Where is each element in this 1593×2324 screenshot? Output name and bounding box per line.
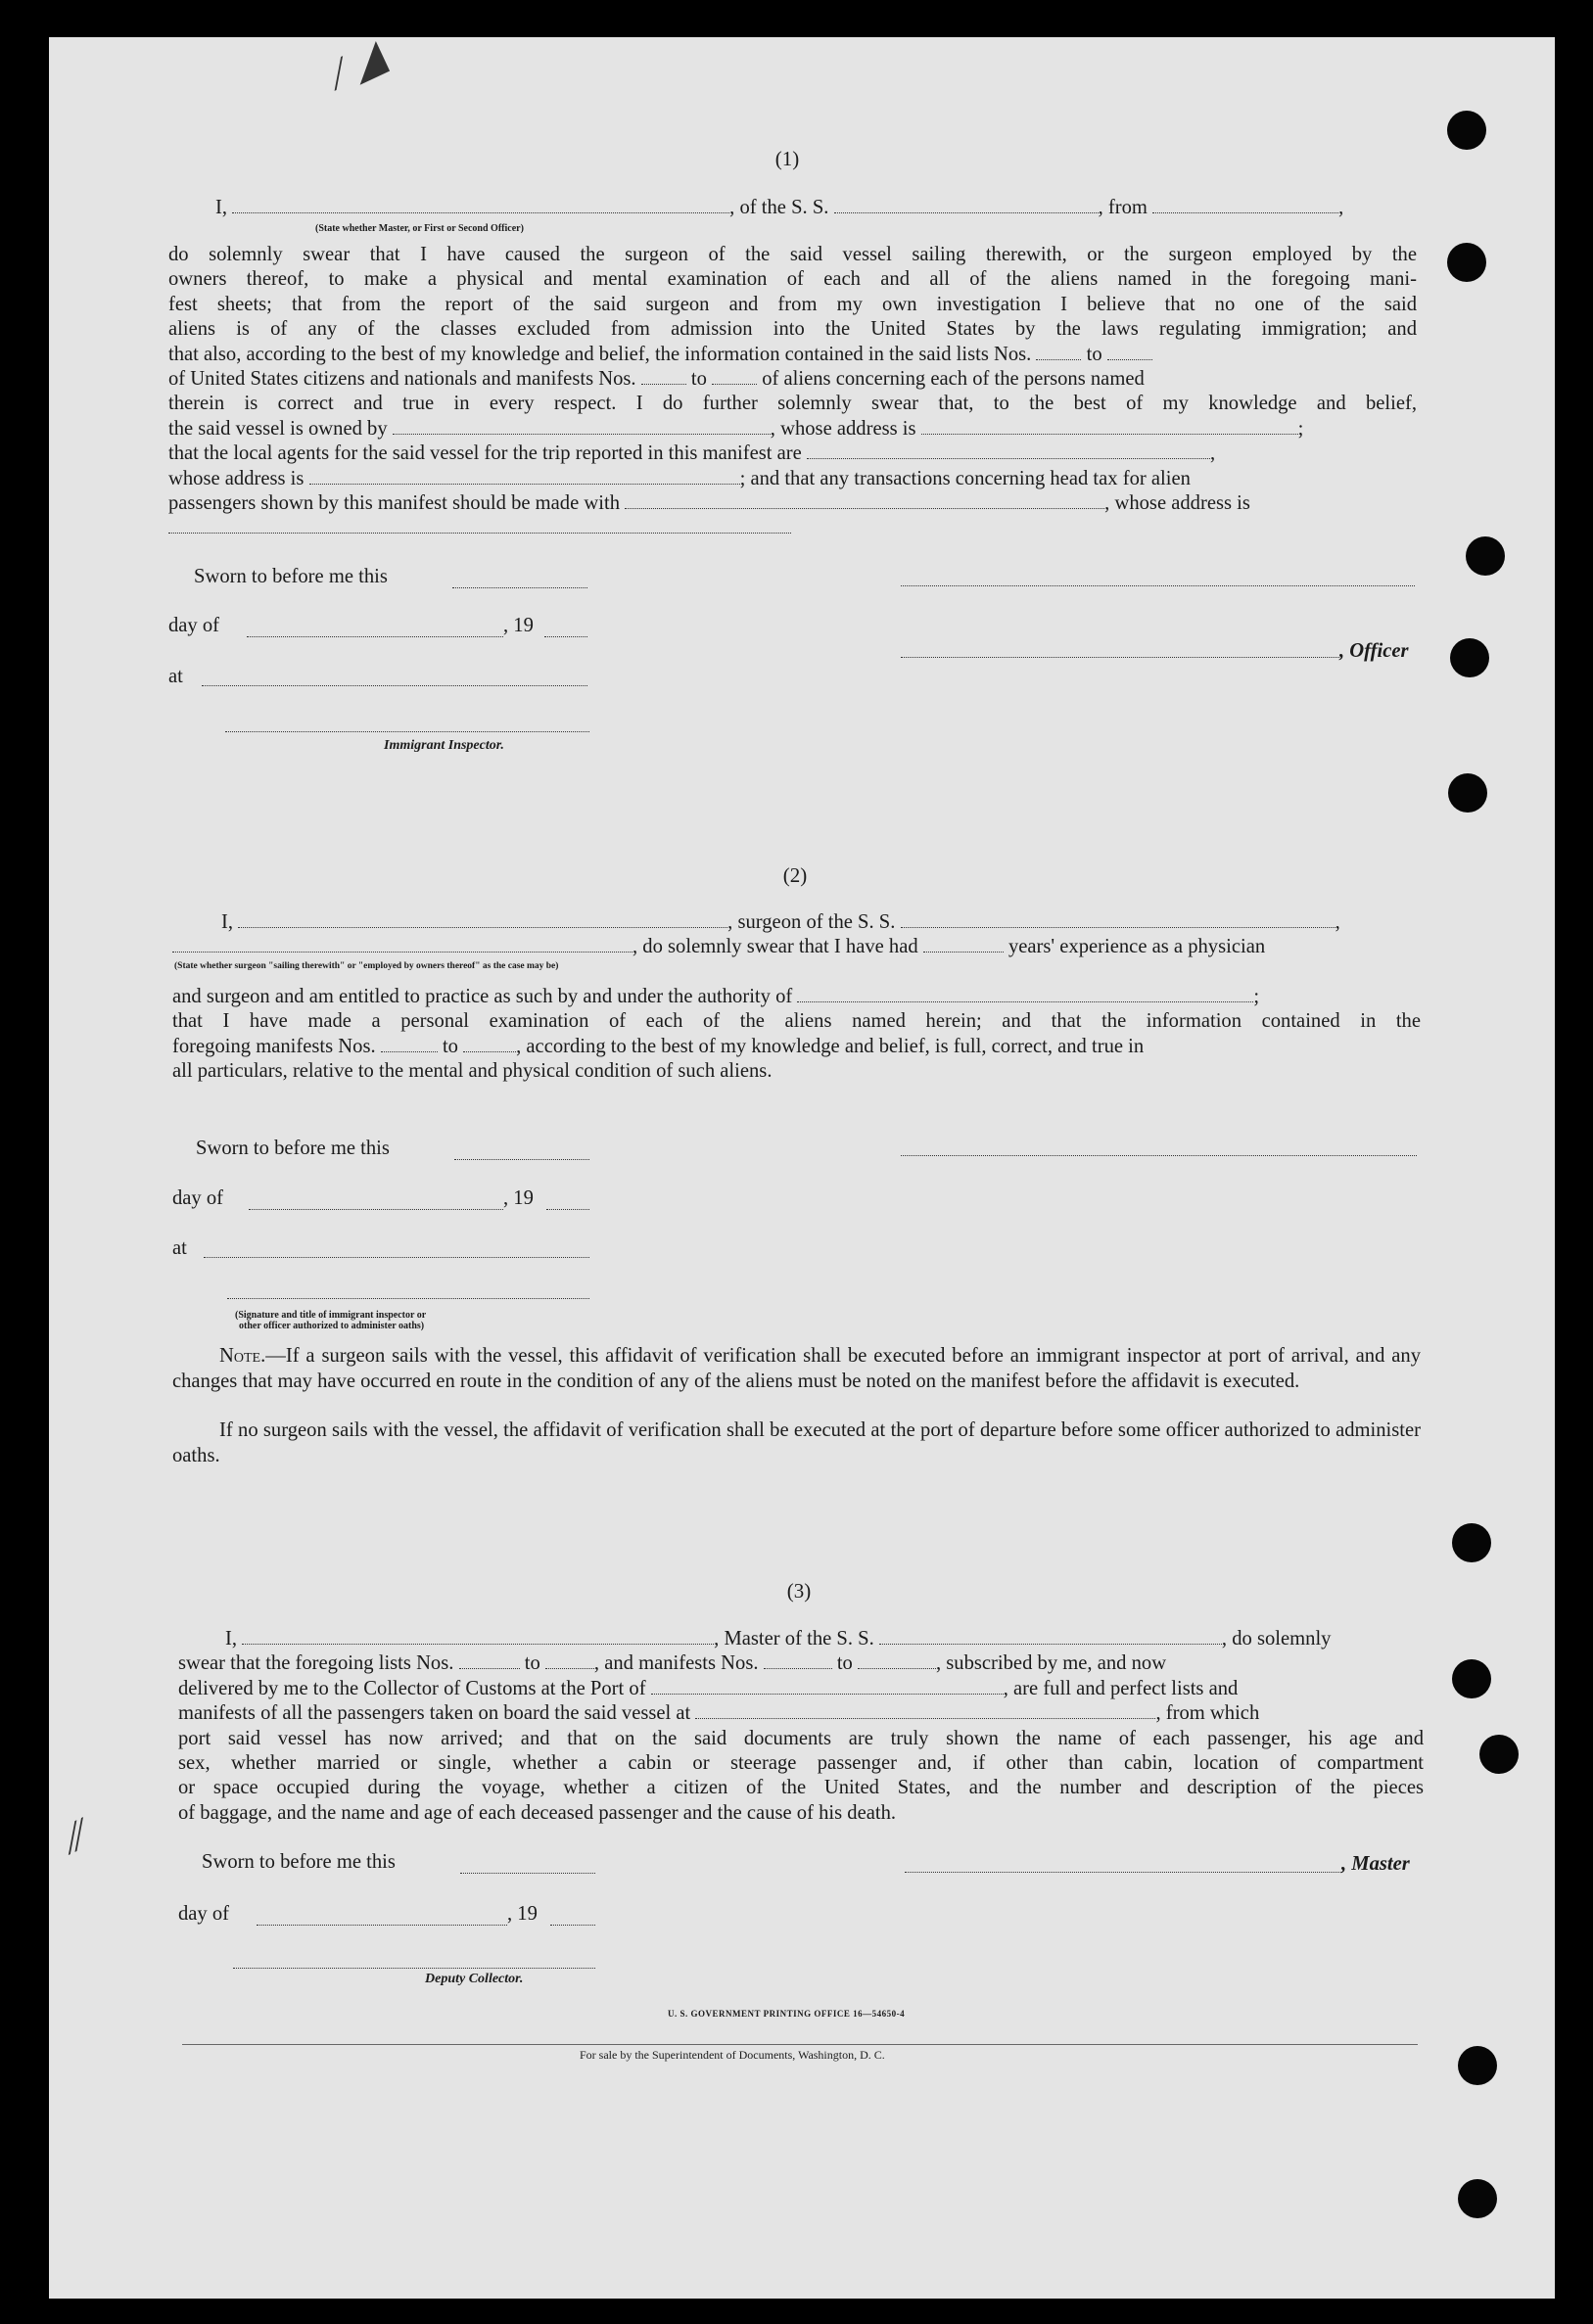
port-field[interactable]	[651, 1677, 1004, 1695]
pronoun: I,	[225, 1628, 238, 1650]
section-number: (1)	[774, 147, 800, 170]
punch-hole	[1452, 1659, 1491, 1698]
from-port-field[interactable]	[1152, 196, 1338, 213]
day-of-label: day of	[172, 1187, 224, 1209]
month-field[interactable]	[257, 1925, 507, 1926]
body-text: , do solemnly swear that I have had	[633, 936, 918, 958]
surgeon-name-field[interactable]	[238, 910, 727, 928]
body-text: ; and that any transactions concerning head tax for alien	[739, 467, 1191, 489]
list-from-field[interactable]	[1036, 343, 1081, 360]
vessel-name-field[interactable]	[834, 196, 1099, 213]
pronoun: I,	[221, 911, 234, 933]
section1-oath	[168, 196, 1417, 220]
day-of-label: day of	[168, 615, 220, 636]
body-line: owners thereof, to make a physical and mental examination of each and all of the aliens named in the foregoing mani-	[168, 268, 1417, 291]
body-text: , from which	[1155, 1702, 1260, 1725]
month-field[interactable]	[249, 1209, 503, 1210]
body-text: manifests of all the passengers taken on board the said vessel at	[178, 1702, 691, 1725]
at-label: at	[168, 666, 183, 687]
punct: ;	[1253, 986, 1260, 1007]
sworn-date-field[interactable]	[454, 1159, 589, 1160]
body-line: therein is correct and true in every respect. I do further solemnly swear that, to the best of my knowledge and belief,	[168, 393, 1417, 415]
body-text: of United States citizens and nationals and manifests Nos.	[168, 368, 636, 391]
manifest-to-field[interactable]	[463, 1035, 516, 1052]
body-line: all particulars, relative to the mental and physical condition of such aliens.	[172, 1060, 773, 1083]
handwritten-mark: ⁄ ◢	[325, 31, 393, 97]
body-text: delivered by me to the Collector of Customs at the Port of	[178, 1677, 646, 1699]
master-signature-line[interactable]	[905, 1872, 1341, 1873]
officer-name-field[interactable]	[232, 196, 729, 213]
body-text: years' experience as a physician	[1007, 936, 1266, 958]
year-label: , 19	[503, 1187, 534, 1209]
body-text: foregoing manifests Nos.	[172, 1035, 376, 1057]
vessel-name-field[interactable]	[901, 910, 1335, 928]
master-label: , Master	[1341, 1853, 1410, 1875]
body-text: to	[690, 368, 707, 391]
footer-rule	[182, 2044, 1418, 2045]
punch-hole	[1448, 773, 1487, 813]
caption-officer-type: (State whether Master, or First or Second Officer)	[315, 223, 524, 234]
officer-title-line[interactable]	[901, 657, 1339, 658]
signature-caption	[235, 1310, 426, 1331]
manifest-to-field[interactable]	[712, 367, 757, 385]
year-field[interactable]	[544, 636, 587, 637]
punch-hole	[1447, 111, 1486, 150]
punch-hole	[1447, 243, 1486, 282]
note-text: —If a surgeon sails with the vessel, this affidavit of verification shall be executed before an immigrant inspector at port of arrival, and any changes that may have occurred en route in the condition of any of the aliens must be noted on the manifest before the affidavit is executed.	[172, 1345, 1421, 1392]
body-text: to	[442, 1035, 458, 1057]
inspector-signature-line[interactable]	[225, 731, 589, 732]
section2-oath	[172, 910, 1421, 960]
list-from-field[interactable]	[459, 1651, 520, 1669]
surgeon-signature-line[interactable]	[901, 1155, 1417, 1156]
body-text: whose address is	[168, 467, 305, 489]
punch-hole	[1479, 1735, 1519, 1774]
body-text: , according to the best of my knowledge and belief, is full, correct, and true in	[516, 1035, 1145, 1057]
year-field[interactable]	[550, 1925, 595, 1926]
officer-signature-line[interactable]	[901, 585, 1415, 586]
sale-notice: For sale by the Superintendent of Documents, Washington, D. C.	[580, 2048, 885, 2062]
manifest-to-field[interactable]	[858, 1651, 936, 1669]
month-field[interactable]	[247, 636, 503, 637]
list-to-field[interactable]	[545, 1651, 594, 1669]
body-text: swear that the foregoing lists Nos.	[178, 1652, 454, 1675]
at-place-field[interactable]	[204, 1257, 589, 1258]
body-text: to	[524, 1652, 540, 1675]
label: , from	[1098, 197, 1148, 218]
surgeon-type-field[interactable]	[172, 935, 633, 953]
punch-hole	[1450, 638, 1489, 677]
section-number: (2)	[782, 863, 808, 887]
body-text: that the local agents for the said vessel for the trip reported in this manifest are	[168, 442, 802, 465]
body-text: , subscribed by me, and now	[936, 1652, 1167, 1675]
body-text: of aliens concerning each of the persons named	[762, 368, 1145, 391]
sworn-label: Sworn to before me this	[196, 1138, 390, 1159]
punct: ,	[1335, 911, 1340, 933]
body-line: aliens is of any of the classes excluded from admission into the United States by the laws regulating immigration; and	[168, 318, 1417, 341]
section3-oath	[178, 1627, 1424, 1826]
sworn-label: Sworn to before me this	[202, 1851, 396, 1873]
list-to-field[interactable]	[1107, 343, 1152, 360]
body-line: port said vessel has now arrived; and that on the said documents are truly shown the name of each passenger, his age and	[178, 1727, 1424, 1749]
note-paragraph	[172, 1344, 1421, 1394]
at-label: at	[172, 1237, 187, 1259]
body-text: to	[1086, 343, 1102, 365]
body-text: to	[836, 1652, 853, 1675]
body-text: , do solemnly	[1221, 1628, 1332, 1650]
handwritten-mark: ⁄⁄	[59, 1811, 93, 1861]
authority-field[interactable]	[797, 985, 1253, 1002]
embark-port-field[interactable]	[695, 1701, 1155, 1719]
year-label: , 19	[503, 615, 534, 636]
inspector-signature-line[interactable]	[227, 1298, 589, 1299]
printing-office: U. S. GOVERNMENT PRINTING OFFICE 16—54650-4	[668, 2009, 906, 2019]
note-label: Note.	[219, 1345, 266, 1367]
caption-line: (Signature and title of immigrant inspector or	[235, 1310, 427, 1321]
years-field[interactable]	[923, 935, 1004, 953]
head-tax-contact-field[interactable]	[625, 491, 1104, 509]
day-of-label: day of	[178, 1903, 230, 1925]
body-text: , whose address is	[1104, 492, 1250, 515]
year-field[interactable]	[546, 1209, 589, 1210]
pronoun: I,	[215, 197, 228, 218]
punct: ,	[1209, 442, 1216, 465]
body-text: , and manifests Nos.	[593, 1652, 759, 1675]
body-text: that also, according to the best of my knowledge and belief, the information contained in the said lists Nos.	[168, 343, 1032, 365]
body-text: , whose address is	[770, 417, 916, 440]
at-place-field[interactable]	[202, 685, 587, 686]
manifest-from-field[interactable]	[764, 1651, 832, 1669]
body-line: or space occupied during the voyage, whether a citizen of the United States, and the number and description of the pieces	[178, 1777, 1424, 1799]
body-line: do solemnly swear that I have caused the surgeon of the said vessel sailing therewith, or the surgeon employed by the	[168, 244, 1417, 265]
section-number: (3)	[786, 1579, 812, 1603]
body-text: , Master of the S. S.	[714, 1628, 874, 1650]
owner-address-field[interactable]	[921, 417, 1298, 435]
year-label: , 19	[507, 1903, 538, 1925]
agents-field[interactable]	[807, 442, 1210, 459]
manifest-from-field[interactable]	[641, 367, 686, 385]
body-text: , are full and perfect lists and	[1003, 1677, 1239, 1699]
vessel-name-field[interactable]	[879, 1627, 1222, 1645]
manifest-from-field[interactable]	[381, 1035, 438, 1052]
punch-hole	[1458, 2179, 1497, 2218]
owner-field[interactable]	[393, 417, 771, 435]
body-line: that I have made a personal examination of each of the aliens named herein; and that the information contained in the	[172, 1010, 1421, 1033]
body-line: of baggage, and the name and age of each deceased passenger and the cause of his death.	[178, 1801, 897, 1824]
punch-hole	[1452, 1523, 1491, 1562]
address-continuation-line[interactable]	[168, 533, 791, 534]
note-paragraph	[172, 1418, 1421, 1468]
sworn-date-field[interactable]	[460, 1873, 595, 1874]
body-text: the said vessel is owned by	[168, 417, 388, 440]
collector-caption: Deputy Collector.	[425, 1972, 524, 1986]
punch-hole	[1458, 2046, 1497, 2085]
master-name-field[interactable]	[242, 1627, 714, 1645]
punct: ;	[1297, 417, 1304, 440]
body-line: fest sheets; that from the report of the said surgeon and from my own investigation I believe that no one of the said	[168, 293, 1417, 315]
sworn-date-field[interactable]	[452, 587, 587, 588]
body-text: , surgeon of the S. S.	[727, 911, 896, 933]
note-text: If no surgeon sails with the vessel, the affidavit of verification shall be executed at the port of departure before some officer authorized to administer oaths.	[172, 1419, 1421, 1466]
punch-hole	[1466, 536, 1505, 576]
body-text: and surgeon and am entitled to practice as such by and under the authority of	[172, 986, 793, 1007]
body-text: passengers shown by this manifest should be made with	[168, 492, 621, 515]
punct: ,	[1338, 197, 1344, 218]
label: , of the S. S.	[729, 197, 829, 218]
section1-body	[168, 243, 1417, 516]
section2-body	[172, 985, 1421, 1085]
officer-label: , Officer	[1339, 640, 1409, 662]
caption-surgeon-type: (State whether surgeon "sailing therewith" or "employed by owners thereof" as the case may be)	[174, 961, 559, 971]
inspector-caption: Immigrant Inspector.	[384, 738, 504, 753]
collector-signature-line[interactable]	[233, 1968, 595, 1969]
agent-address-field[interactable]	[309, 467, 740, 485]
sworn-label: Sworn to before me this	[194, 566, 388, 587]
caption-line: other officer authorized to administer oaths)	[239, 1321, 425, 1331]
body-line: sex, whether married or single, whether a cabin or steerage passenger and, if other than cabin, location of compartment	[178, 1752, 1424, 1775]
